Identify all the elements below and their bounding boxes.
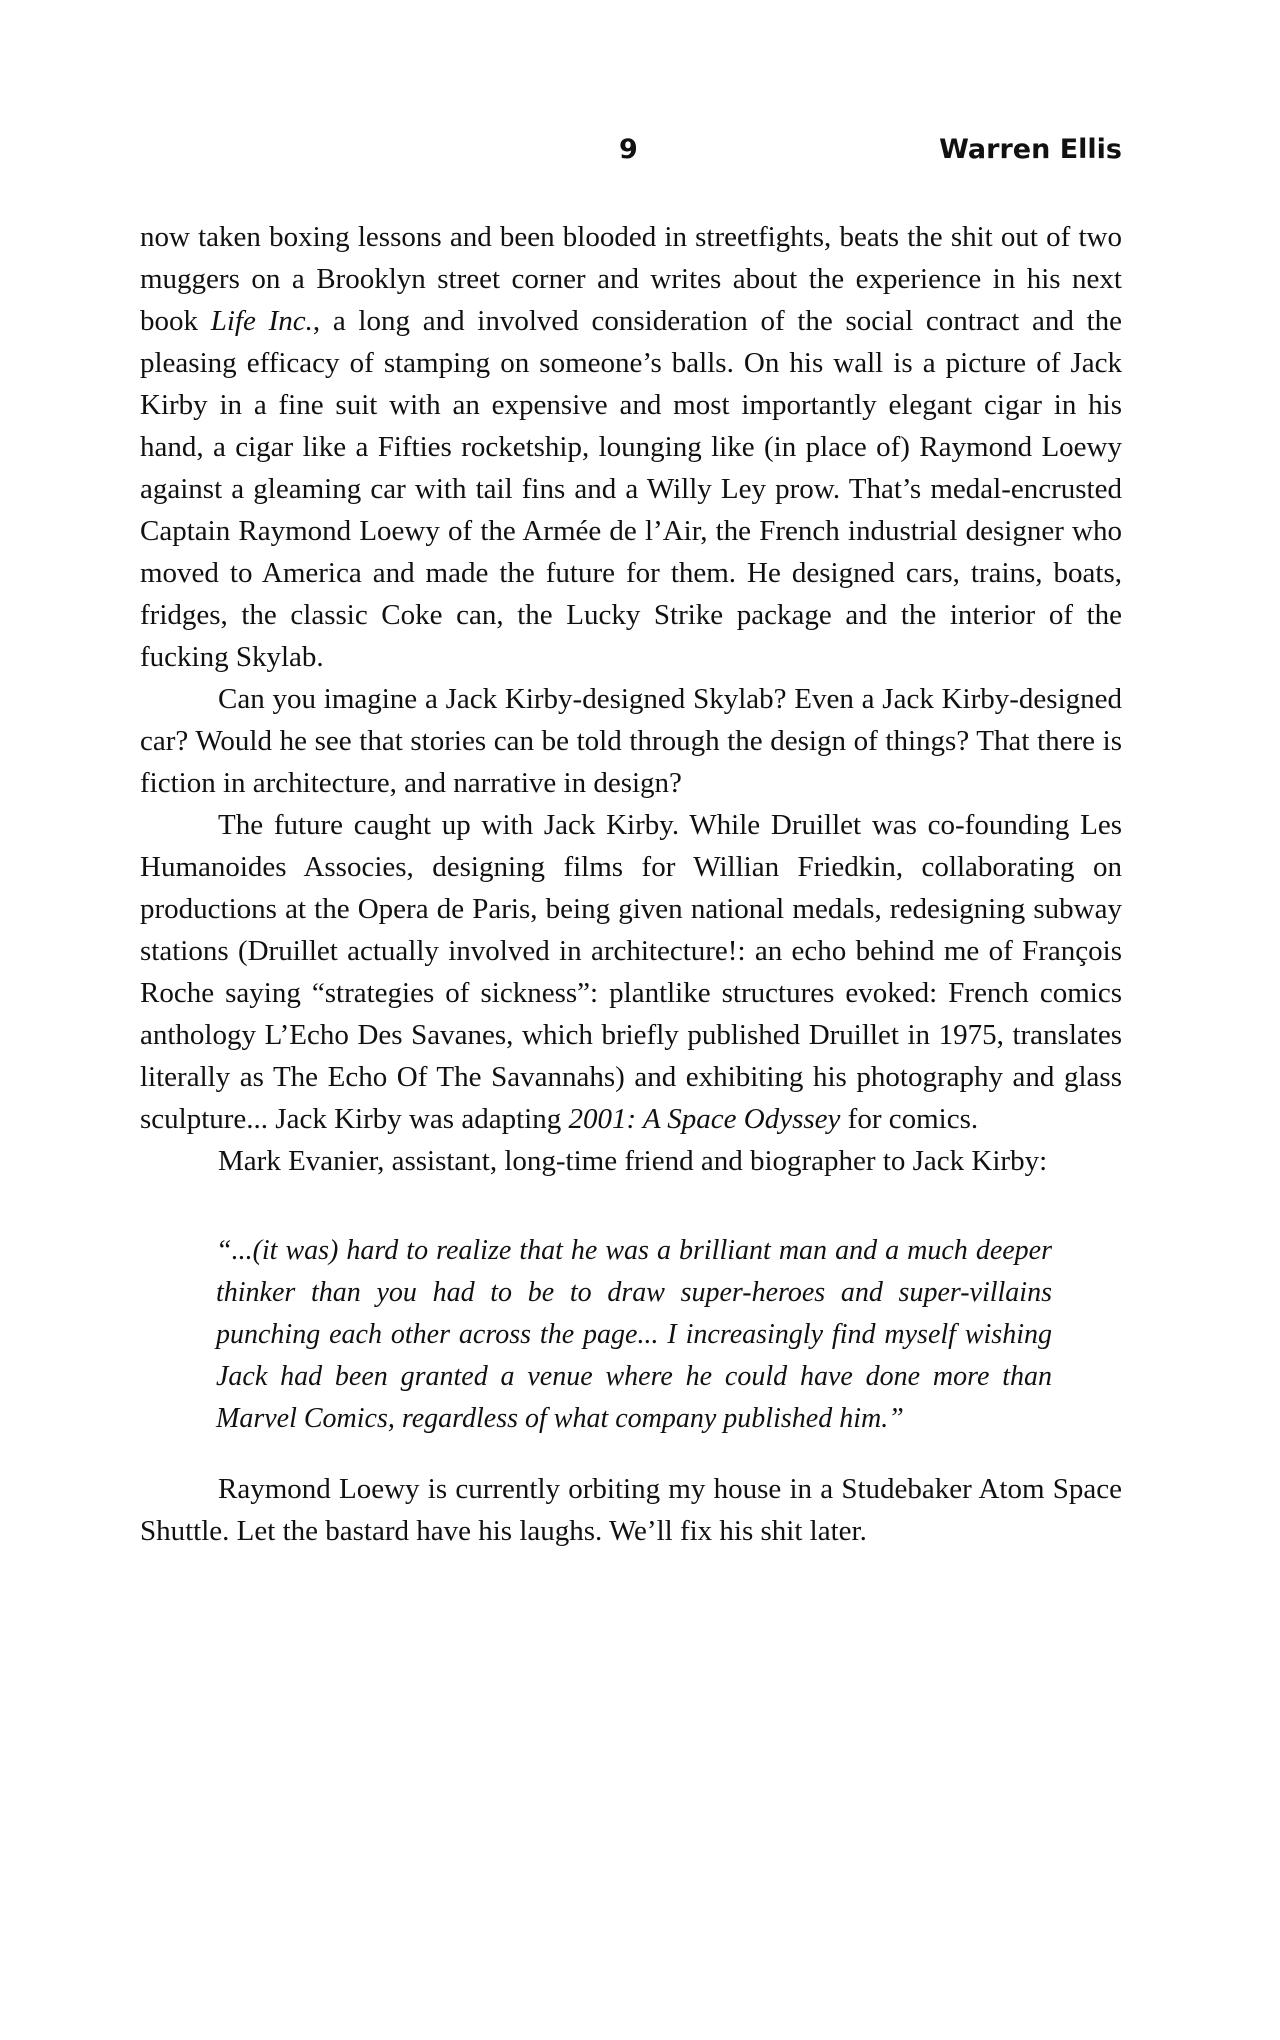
paragraph-text: , a long and involved consideration of the social contract and the pleasing efficacy of stamping on someone’s balls. On his wall is a picture of Jack Kirby in a fine suit with an expensive and most importantly elegant cigar in his hand, a cigar like a Fifties rocketship, lounging like (in place of) Raymond Loewy against a gleaming car with tail fins and a Willy Ley prow. That’s medal-encrusted Captain Raymond Loewy of the Armée de l’Air, the French industrial designer who moved to America and made the future for them. He designed cars, trains, boats, fridges, the classic Coke can, the Lucky Strike package and the interior of the fucking Skylab. bbox=[140, 305, 1122, 673]
paragraph-text: now taken boxing lessons and been blooded in streetfights, beats the shit out of two muggers on a Brooklyn street corner and writes about the experience in his next book bbox=[140, 221, 1122, 337]
paragraph bbox=[140, 804, 1122, 1140]
paragraph: Mark Evanier, assistant, long-time friend and biographer to Jack Kirby: bbox=[218, 1145, 1048, 1177]
paragraph-text: The future caught up with Jack Kirby. While Druillet was co-founding Les Humanoides Associes, designing films for Willian Friedkin, collaborating on productions at the Opera de Paris, being given national medals, redesigning subway stations (Druillet actually involved in architecture!: an echo behind me of François Roche saying “strategies of sickness”: plantlike structures evoked: French comics anthology L’Echo Des Savanes, which briefly published Druillet in 1975, translates literally as The Echo Of The Savannahs) and exhibiting his photography and glass sculpture... Jack Kirby was adapting bbox=[140, 809, 1122, 1135]
running-author: Warren Ellis bbox=[939, 134, 1122, 165]
paragraph: Can you imagine a Jack Kirby-designed Skylab? Even a Jack Kirby-designed car? Would he see that stories can be told through the design of things? That there is fiction in architecture, and narrative in design? bbox=[140, 683, 1122, 799]
film-title-italic: 2001: A Space Odyssey bbox=[568, 1103, 841, 1135]
block-quote: “...(it was) hard to realize that he was a brilliant man and a much deeper thinker than you had to be to draw super-heroes and super-villains punching each other across the page... I increasingly find myself wishing Jack had been granted a venue where he could have done more than Marvel Comics, regardless of what company published him.” bbox=[216, 1235, 1052, 1434]
body-text bbox=[140, 216, 1122, 1552]
book-title-italic: Life Inc. bbox=[210, 305, 313, 337]
page-number: 9 bbox=[619, 134, 638, 165]
paragraph-continued bbox=[140, 216, 1122, 678]
running-header bbox=[140, 130, 1122, 170]
paragraph-text: for comics. bbox=[840, 1103, 979, 1135]
paragraph-final: Raymond Loewy is currently orbiting my house in a Studebaker Atom Space Shuttle. Let the bastard have his laughs. We’ll fix his shit later. bbox=[140, 1473, 1122, 1547]
